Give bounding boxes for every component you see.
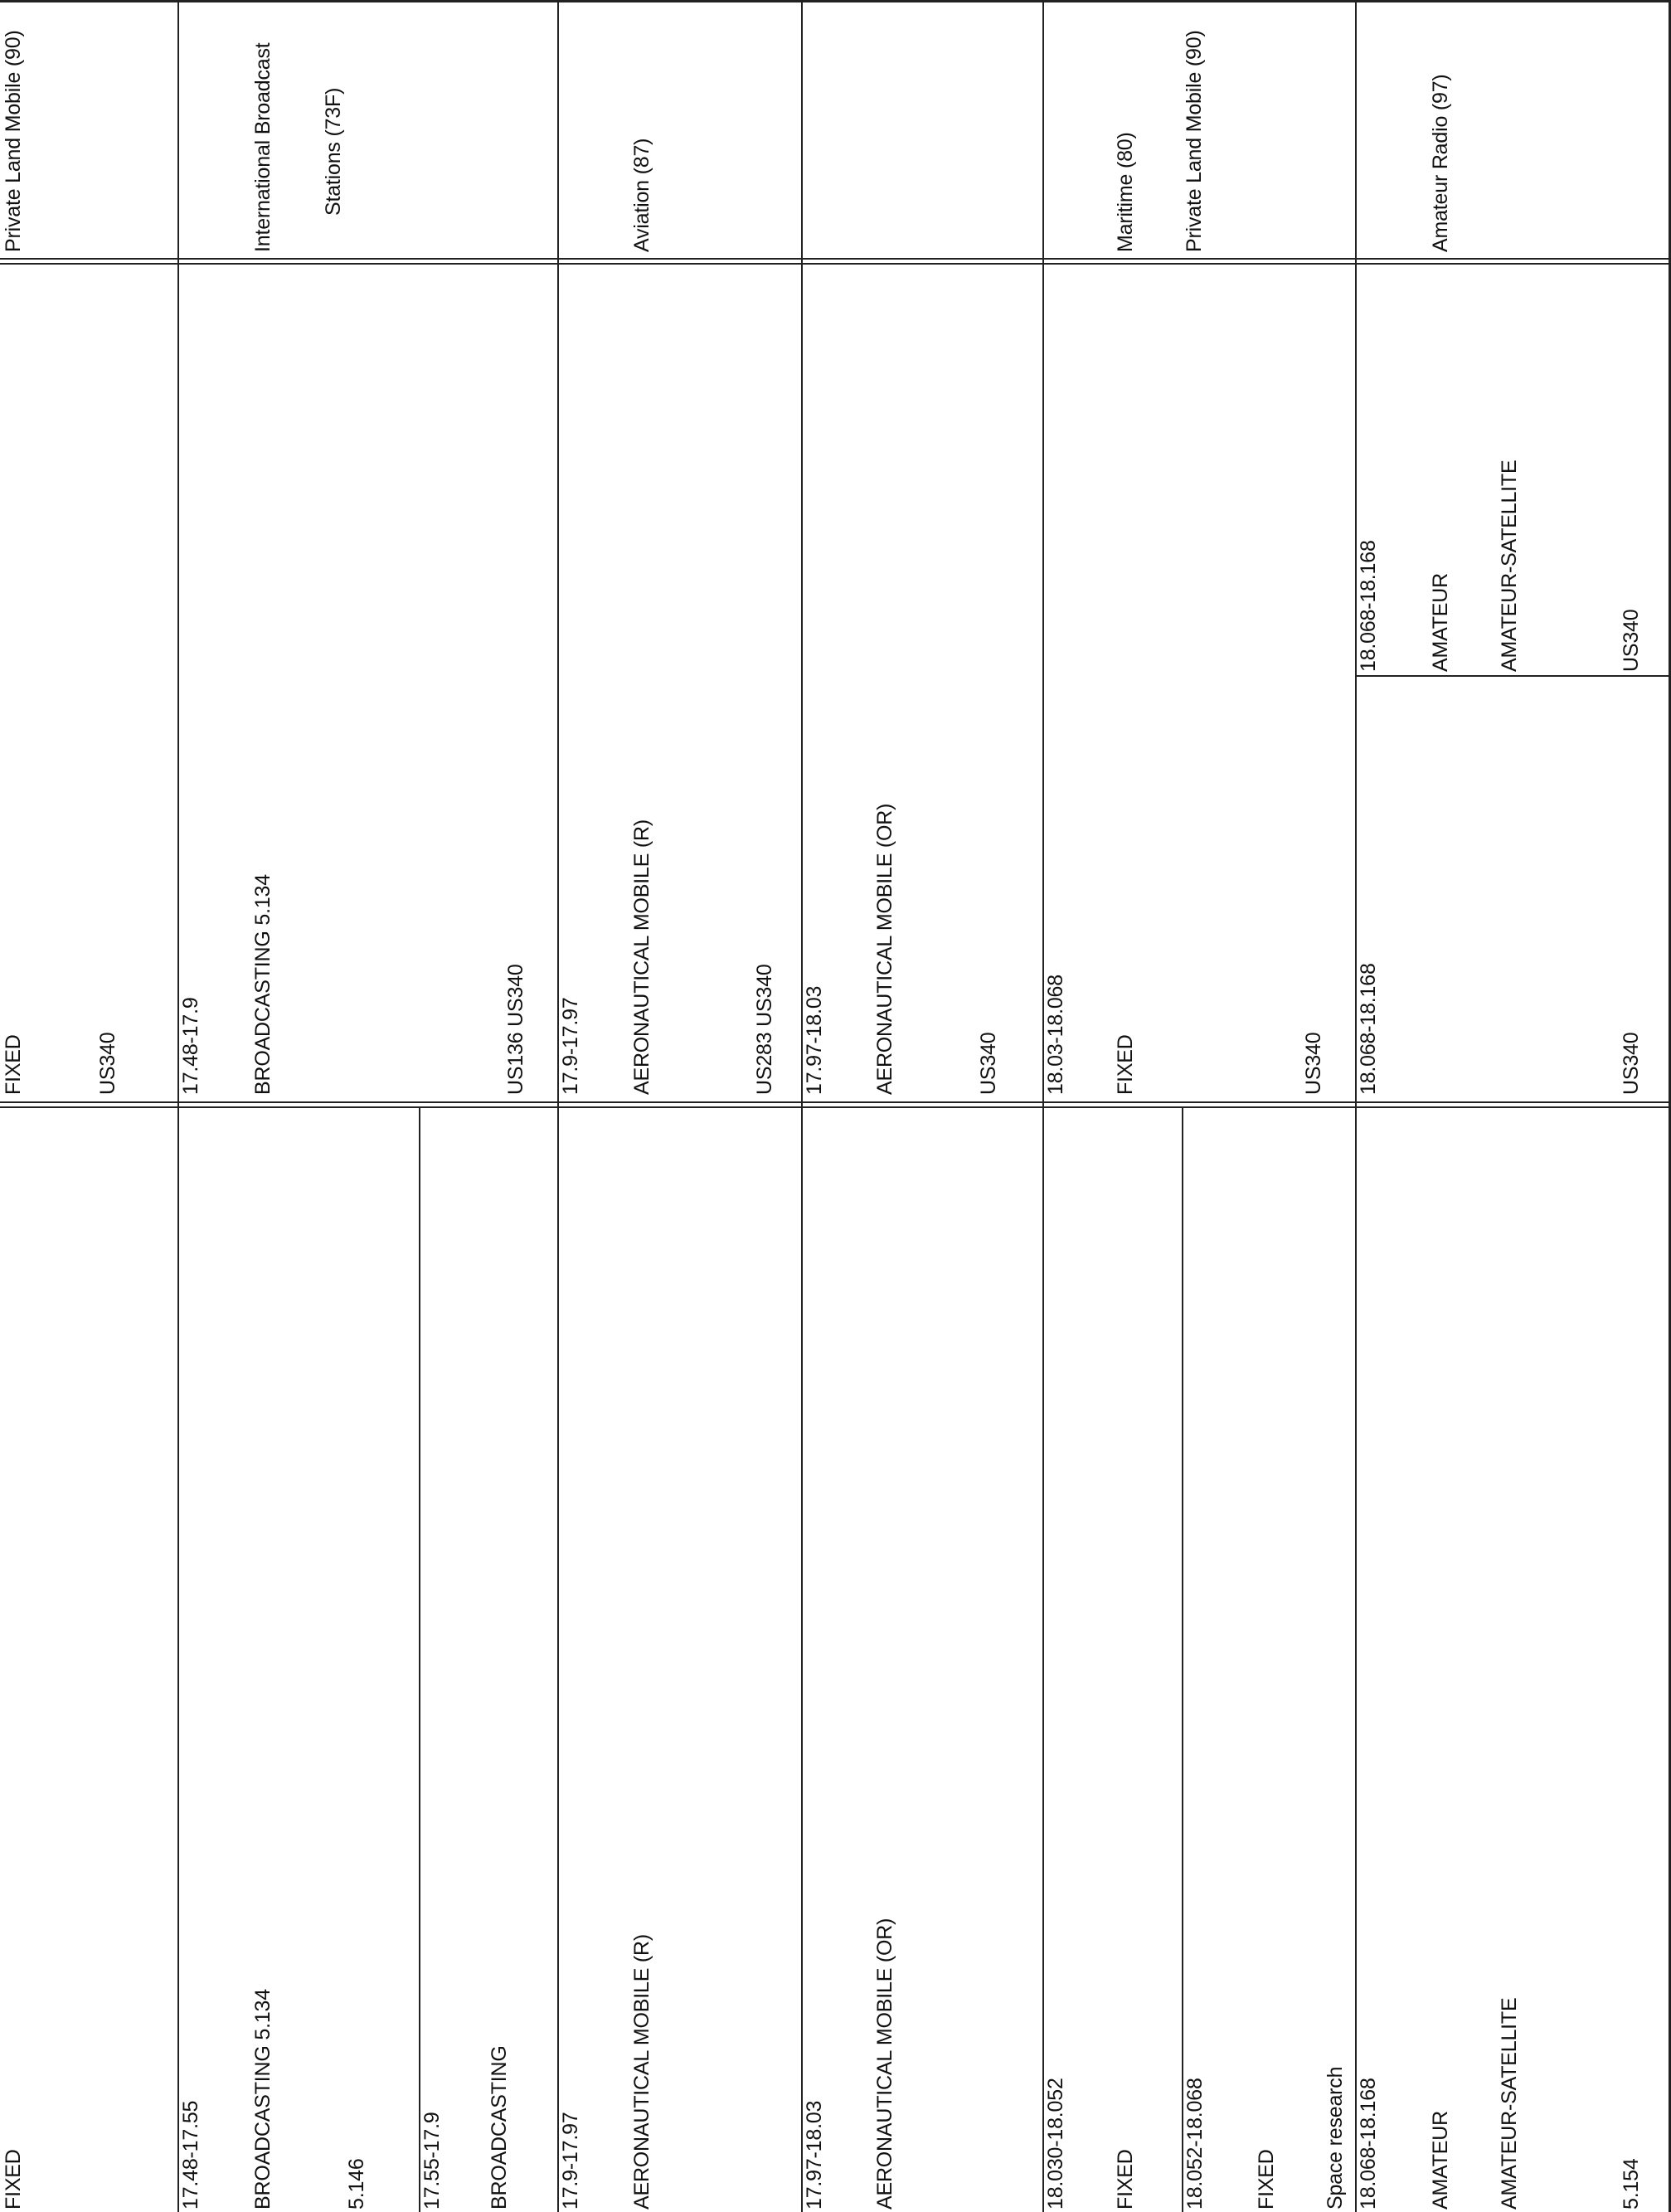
intl-allocation: FIXED <box>1114 2149 1137 2210</box>
band-range: 18.052-18.068 <box>1183 2078 1207 2210</box>
rule-part: Stations (73F) <box>322 87 345 216</box>
intl-allocation: AMATEUR <box>1429 2111 1452 2210</box>
band-range: 17.97-18.03 <box>803 2100 826 2210</box>
rule-part: Aviation (87) <box>630 138 653 252</box>
table-border-top <box>0 0 1671 2</box>
intl-allocation: FIXED <box>2 2149 25 2210</box>
footnote: 5.154 <box>1620 2158 1643 2210</box>
intl-allocation: AERONAUTICAL MOBILE (OR) <box>873 1918 896 2210</box>
band-range: 17.48-17.9 <box>179 997 202 1095</box>
footnote: US340 <box>1620 1032 1643 1095</box>
column-divider-intl-federal <box>0 1101 1671 1108</box>
rule-part: Private Land Mobile (90) <box>2 30 25 252</box>
column-divider-federal-ruleparts <box>0 258 1671 265</box>
federal-allocation: BROADCASTING 5.134 <box>251 874 274 1095</box>
rule-part: Maritime (80) <box>1114 132 1137 252</box>
intl-allocation: BROADCASTING <box>488 2045 511 2210</box>
intl-allocation: AMATEUR-SATELLITE <box>1498 1997 1521 2210</box>
rule-part: International Broadcast <box>251 42 274 252</box>
band-range: 18.068-18.168 <box>1357 540 1380 672</box>
footnote: US283 US340 <box>753 964 776 1095</box>
footnote: US340 <box>1620 609 1643 672</box>
intl-allocation: AERONAUTICAL MOBILE (R) <box>630 1933 653 2210</box>
band-range: 17.97-18.03 <box>803 985 826 1095</box>
band-range: 17.9-17.97 <box>559 997 582 1095</box>
band-range: 18.068-18.168 <box>1357 2078 1380 2210</box>
band-range: 18.030-18.052 <box>1044 2078 1067 2210</box>
intl-allocation: Space research <box>1324 2066 1347 2210</box>
band-range: 17.55-17.9 <box>420 2112 444 2210</box>
non-federal-allocation: AMATEUR-SATELLITE <box>1498 459 1521 672</box>
band-range: 18.03-18.068 <box>1044 975 1067 1095</box>
sub-band-separator <box>419 1108 420 2212</box>
band-range: 17.48-17.55 <box>179 2100 202 2210</box>
band-range: 18.068-18.168 <box>1357 963 1380 1095</box>
federal-nonfederal-divider <box>1355 675 1671 677</box>
footnote: US136 US340 <box>504 964 527 1095</box>
federal-allocation: FIXED <box>1114 1034 1137 1095</box>
sub-band-separator <box>1182 1108 1183 2212</box>
footnote: 5.146 <box>345 2158 368 2210</box>
federal-allocation: FIXED <box>2 1034 25 1095</box>
intl-allocation: FIXED <box>1255 2149 1278 2210</box>
footnote: US340 <box>96 1032 119 1095</box>
federal-allocation: AERONAUTICAL MOBILE (R) <box>630 819 653 1095</box>
rule-part: Private Land Mobile (90) <box>1183 30 1206 252</box>
rule-part: Amateur Radio (97) <box>1429 74 1452 252</box>
non-federal-allocation: AMATEUR <box>1429 573 1452 672</box>
band-range: 17.9-17.97 <box>559 2112 582 2210</box>
footnote: US340 <box>1302 1032 1325 1095</box>
footnote: US340 <box>977 1032 1000 1095</box>
intl-allocation: BROADCASTING 5.134 <box>251 1989 274 2210</box>
federal-allocation: AERONAUTICAL MOBILE (OR) <box>873 803 896 1095</box>
